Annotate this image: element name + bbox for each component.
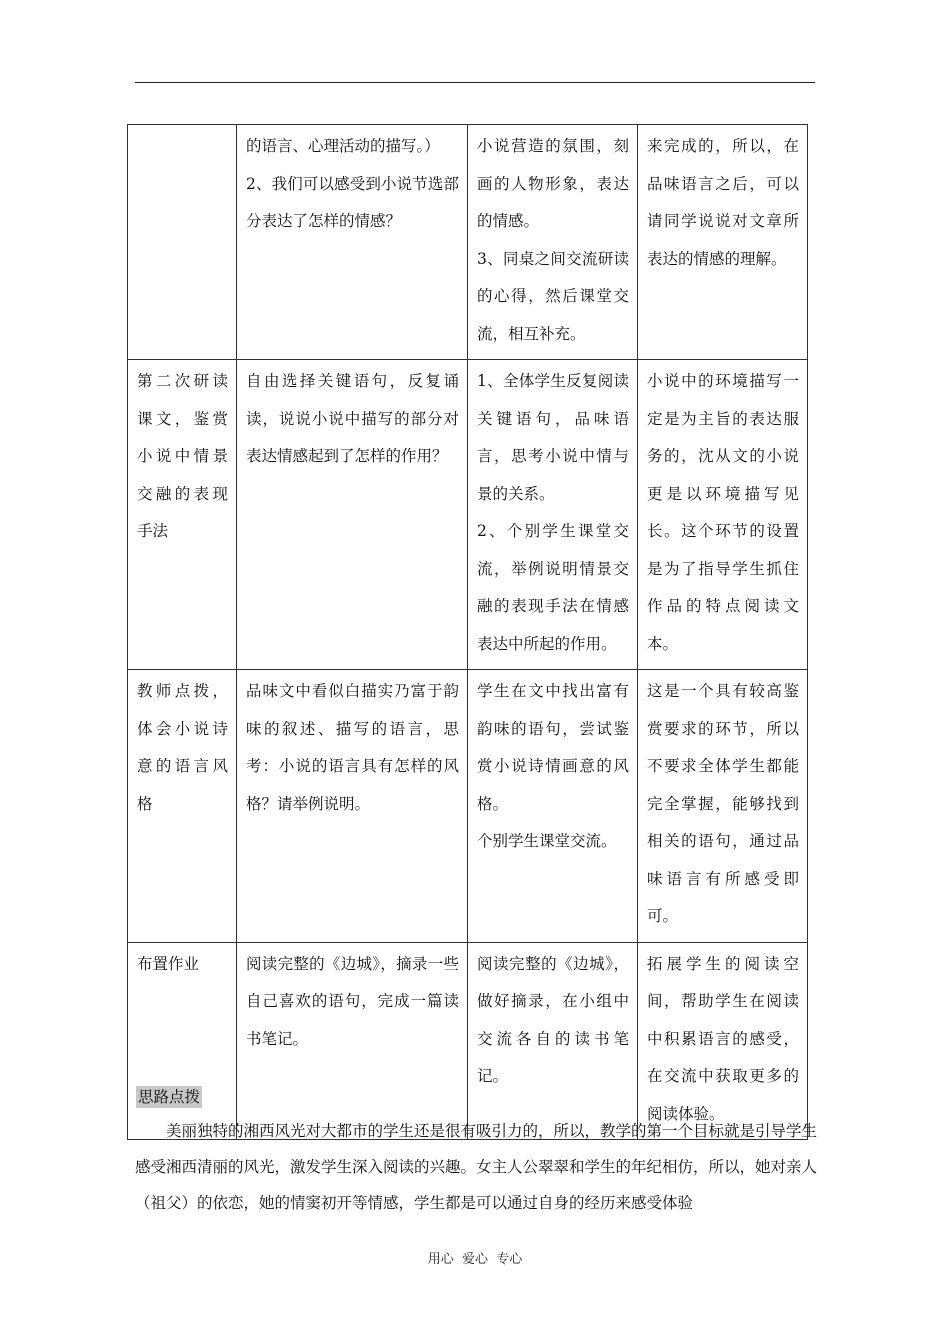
- teacher-activity-cell: [237, 360, 468, 670]
- header-rule: [135, 82, 815, 83]
- teacher-activity-cell: [237, 125, 468, 360]
- section-label: 思路点拨: [138, 1088, 201, 1106]
- step-cell: 布置作业: [128, 942, 237, 1140]
- step-cell: 教师点拨，体会小说诗意的语言风格: [128, 670, 237, 943]
- table-row: [128, 670, 808, 943]
- student-activity-cell: [468, 125, 638, 360]
- cell-paragraph: 小说中的环境描写一定是为主旨的表达服务的，沈从文的小说更是以环境描写见长。这个环节的设置是为了指导学生抓住作品的特点阅读文本。: [647, 372, 799, 653]
- student-activity-cell: [468, 360, 638, 670]
- page-footer: 用心 爱心 专心: [427, 1252, 523, 1267]
- step-cell: [128, 125, 237, 360]
- cell-paragraph: 2、个别学生课堂交流，举例说明情景交融的表现手法在情感表达中所起的作用。: [477, 522, 629, 653]
- cell-paragraph: 品味文中看似白描实乃富于韵味的叙述、描写的语言，思考：小说的语言具有怎样的风格？请举例说明。: [246, 682, 459, 813]
- cell-paragraph: 1、全体学生反复阅读关键语句，品味语言，思考小说中情与景的关系。: [477, 372, 629, 503]
- cell-paragraph: 个别学生课堂交流。: [477, 832, 617, 850]
- section-paragraph: 美丽独特的湘西风光对大都市的学生还是很有吸引力的，所以，教学的第一个目标就是引导学生感受湘西清丽的风光，激发学生深入阅读的兴趣。女主人公翠翠和学生的年纪相仿，所以，她对亲人（祖父）的依恋，她的情窦初开等情感，学生都是可以通过自身的经历来感受体验: [135, 1122, 818, 1212]
- teacher-activity-cell: [237, 670, 468, 943]
- design-intent-cell: [638, 360, 808, 670]
- cell-paragraph: 2、我们可以感受到小说节选部分表达了怎样的情感？: [246, 174, 459, 230]
- table-row: [128, 942, 808, 1140]
- cell-paragraph: 自由选择关键语句，反复诵读，说说小说中描写的部分对表达情感起到了怎样的作用？: [246, 372, 459, 465]
- cell-paragraph: 拓展学生的阅读空间，帮助学生在阅读中积累语言的感受，在交流中获取更多的阅读体验。: [647, 954, 799, 1123]
- cell-paragraph: 这是一个具有较高鉴赏要求的环节，所以不要求全体学生都能完全掌握，能够找到相关的语句，通过品味语言有所感受即可。: [647, 682, 799, 925]
- cell-paragraph: 阅读完整的《边城》，做好摘录，在小组中交流各自的读书笔记。: [477, 954, 629, 1085]
- cell-paragraph: 来完成的，所以，在品味语言之后，可以请同学说说对文章所表达的情感的理解。: [647, 137, 799, 268]
- design-intent-cell: [638, 942, 808, 1140]
- cell-paragraph: 3、同桌之间交流研读的心得，然后课堂交流，相互补充。: [477, 249, 629, 343]
- student-activity-cell: [468, 670, 638, 943]
- cell-paragraph: 的语言、心理活动的描写。）: [246, 137, 440, 155]
- cell-paragraph: 学生在文中找出富有韵味的语句，尝试鉴赏小说诗情画意的风格。: [477, 682, 629, 813]
- cell-paragraph: 小说营造的氛围，刻画的人物形象，表达的情感。: [477, 137, 629, 230]
- table-row: [128, 360, 808, 670]
- design-intent-cell: [638, 125, 808, 360]
- lesson-plan-table: [127, 124, 808, 1140]
- design-intent-cell: [638, 670, 808, 943]
- table-row: [128, 125, 808, 360]
- cell-paragraph: 阅读完整的《边城》，摘录一些自己喜欢的语句，完成一篇读书笔记。: [246, 954, 459, 1048]
- step-cell: 第二次研读课文，鉴赏小说中情景交融的表现手法: [128, 360, 237, 670]
- student-activity-cell: [468, 942, 638, 1140]
- teacher-activity-cell: [237, 942, 468, 1140]
